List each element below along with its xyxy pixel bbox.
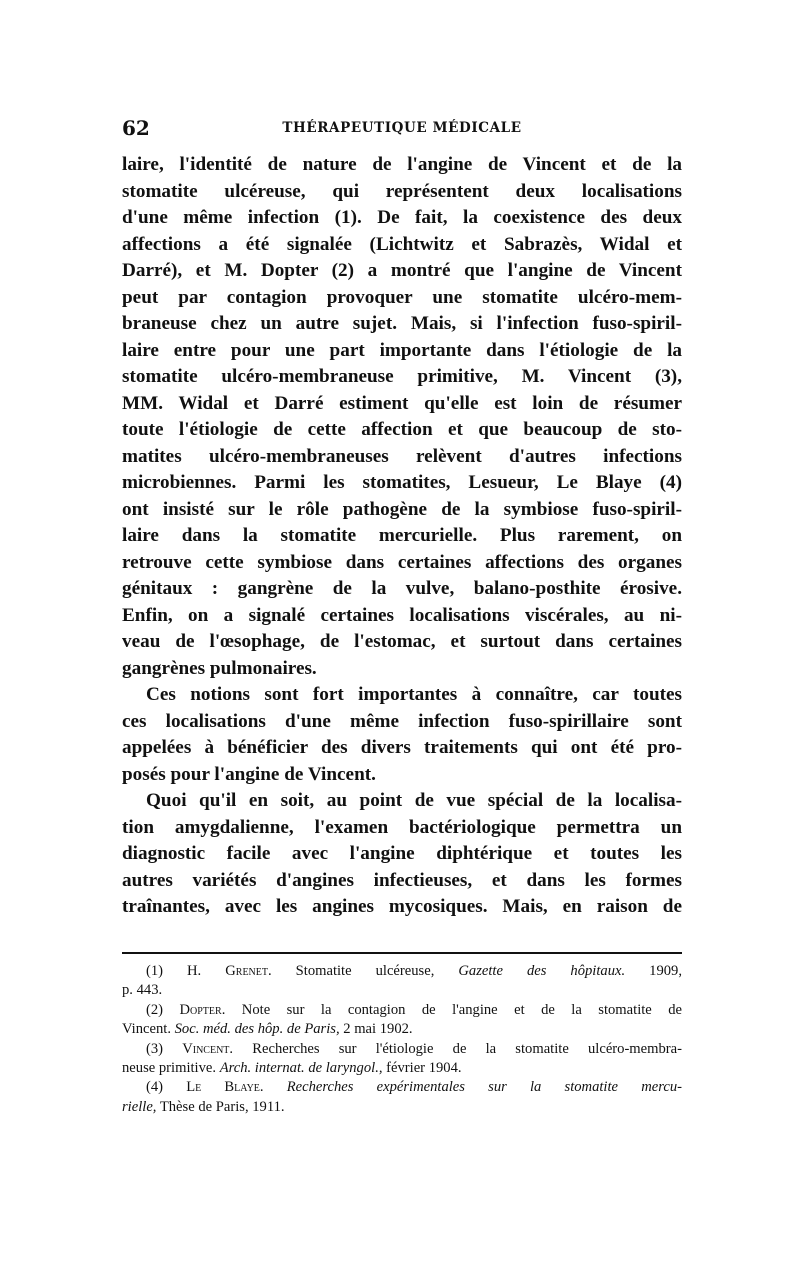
footnote-1-journal: Gazette des hôpitaux. bbox=[458, 963, 626, 979]
footnote-4-number: (4) bbox=[146, 1079, 164, 1096]
text-line: génitaux : gangrène de la vulve, balano-posthite érosive. bbox=[122, 578, 682, 599]
footnote-4-cont bbox=[122, 1098, 682, 1117]
footnote-2-author: Dopter. bbox=[179, 1001, 226, 1018]
paragraph-start-line: Quoi qu'il en soit, au point de vue spécial de la localisa- bbox=[146, 790, 682, 811]
text-line: matites ulcéro-membraneuses relèvent d'autres infections bbox=[122, 445, 682, 467]
text-line: laire dans la stomatite mercurielle. Plus rarement, on bbox=[122, 525, 682, 546]
text-line: laire, l'identité de nature de l'angine de Vincent et de la bbox=[122, 154, 682, 175]
text-line: autres variétés d'angines infectieuses, et dans les formes bbox=[122, 869, 682, 891]
text-line: affections a été signalée (Lichtwitz et Sabrazès, Widal et bbox=[122, 233, 682, 255]
text-line: retrouve cette symbiose dans certaines affections des organes bbox=[122, 551, 682, 573]
footnote-4 bbox=[122, 1078, 682, 1097]
text-line: braneuse chez un autre sujet. Mais, si l'infection fuso-spiril- bbox=[122, 313, 682, 334]
footnote-3-text2: neuse primitive. bbox=[122, 1059, 217, 1076]
page-header bbox=[122, 116, 682, 140]
text-line: stomatite ulcéro-membraneuse primitive, M. Vincent (3), bbox=[122, 366, 682, 387]
text-line: Enfin, on a signalé certaines localisations viscérales, au ni- bbox=[122, 604, 682, 626]
footnote-1-text: Stomatite ulcéreuse, bbox=[295, 963, 435, 979]
text-line: posés pour l'angine de Vincent. bbox=[122, 763, 376, 785]
text-line: peut par contagion provoquer une stomatite ulcéro-mem- bbox=[122, 286, 682, 308]
text-line: microbiennes. Parmi les stomatites, Lesueur, Le Blaye (4) bbox=[122, 472, 682, 493]
footnote-4-author: Le Blaye. bbox=[186, 1079, 264, 1096]
footnote-2-text: Note sur la contagion de l'angine et de la stomatite de bbox=[241, 1001, 682, 1018]
footnote-3-number: (3) bbox=[146, 1040, 164, 1057]
footnote-3-journal: Arch. internat. de laryngol., bbox=[219, 1059, 383, 1076]
footnote-1-pages: p. 443. bbox=[122, 982, 163, 999]
footnote-1-author: Grenet. bbox=[225, 963, 272, 979]
text-line: traînantes, avec les angines mycosiques. Mais, en raison de bbox=[122, 896, 682, 917]
footnote-3-text: Recherches sur l'étiologie de la stomatite ulcéro-membra- bbox=[252, 1040, 682, 1057]
text-line: tion amygdalienne, l'examen bactériologique permettra un bbox=[122, 816, 682, 838]
page-number: 62 bbox=[122, 116, 150, 140]
paragraph-start-line: Ces notions sont fort importantes à connaître, car toutes bbox=[146, 684, 682, 705]
text-line: ont insisté sur le rôle pathogène de la symbiose fuso-spiril- bbox=[122, 498, 682, 520]
footnote-1-year: 1909, bbox=[649, 963, 682, 979]
running-title: THÉRAPEUTIQUE MÉDICALE bbox=[282, 120, 522, 136]
text-line: stomatite ulcéreuse, qui représentent deux localisations bbox=[122, 180, 682, 202]
text-line: veau de l'œsophage, de l'estomac, et surtout dans certaines bbox=[122, 631, 682, 652]
footnote-2-number: (2) bbox=[146, 1001, 164, 1018]
footnote-2-journal: Soc. méd. des hôp. de Paris, bbox=[174, 1021, 340, 1038]
text-line: ces localisations d'une même infection fuso-spirillaire sont bbox=[122, 710, 682, 732]
footnote-2-date: 2 mai 1902. bbox=[343, 1021, 413, 1038]
footnote-2 bbox=[122, 1001, 682, 1020]
footnote-divider bbox=[122, 952, 682, 954]
body-text bbox=[122, 152, 682, 921]
text-line: toute l'étiologie de cette affection et que beaucoup de sto- bbox=[122, 419, 682, 440]
footnote-4-title2: rielle, bbox=[122, 1098, 157, 1115]
footnote-1-number: (1) H. bbox=[146, 963, 202, 979]
footnote-3-author: Vincent. bbox=[182, 1040, 234, 1057]
footnote-3-date: février 1904. bbox=[386, 1059, 462, 1076]
footnote-2-text2: Vincent. bbox=[122, 1021, 171, 1038]
footnote-3-cont bbox=[122, 1059, 682, 1078]
footnote-4-title: Recherches expérimentales sur la stomatite mercu- bbox=[286, 1079, 682, 1096]
text-line: Darré), et M. Dopter (2) a montré que l'angine de Vincent bbox=[122, 260, 682, 281]
footnote-4-rest: Thèse de Paris, 1911. bbox=[159, 1098, 285, 1115]
text-line: laire entre pour une part importante dans l'étiologie de la bbox=[122, 339, 682, 361]
text-line: d'une même infection (1). De fait, la coexistence des deux bbox=[122, 207, 682, 228]
text-line: gangrènes pulmonaires. bbox=[122, 657, 317, 679]
footnote-2-cont bbox=[122, 1020, 682, 1039]
footnote-1 bbox=[122, 962, 682, 981]
footnote-3 bbox=[122, 1040, 682, 1059]
text-line: MM. Widal et Darré estiment qu'elle est loin de résumer bbox=[122, 392, 682, 414]
text-line: appelées à bénéficier des divers traitements qui ont été pro- bbox=[122, 737, 682, 758]
footnotes bbox=[122, 962, 682, 1117]
text-line: diagnostic facile avec l'angine diphtérique et toutes les bbox=[122, 843, 682, 864]
